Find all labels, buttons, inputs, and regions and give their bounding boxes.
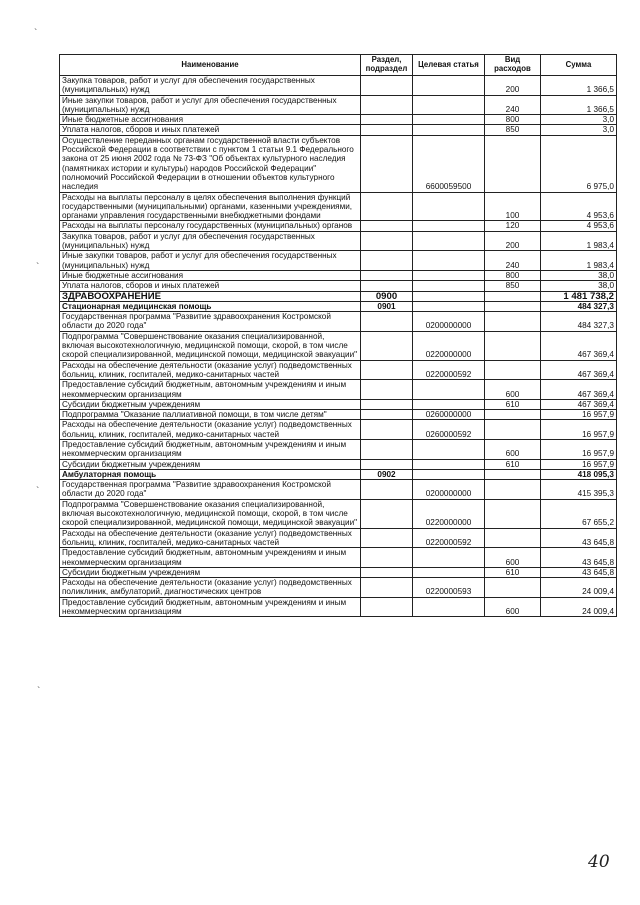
cell-sum: 4 953,6 [541, 192, 617, 221]
cell-target: 0260000000 [413, 410, 485, 420]
cell-name: Закупка товаров, работ и услуг для обеспечения государственных (муниципальных) нужд [60, 76, 361, 96]
cell-type: 240 [485, 251, 541, 271]
scan-mark: ` [34, 28, 38, 39]
cell-sum: 6 975,0 [541, 135, 617, 192]
cell-section [361, 410, 413, 420]
cell-sum: 67 655,2 [541, 499, 617, 528]
cell-name: Расходы на обеспечение деятельности (оказание услуг) подведомственных больниц, клиник, госпиталей, медико-санитарных частей [60, 528, 361, 548]
cell-type [485, 312, 541, 332]
cell-section [361, 115, 413, 125]
table-header-row [60, 55, 617, 76]
cell-sum: 467 369,4 [541, 380, 617, 400]
cell-target: 0220000593 [413, 578, 485, 598]
cell-sum: 1 983,4 [541, 251, 617, 271]
cell-name: Подпрограмма "Совершенствование оказания специализированной, включая высокотехнологичную, медицинской помощи, скорой, в том числе скорой специализированной, медицинской помощи, медицинской эвакуации" [60, 331, 361, 360]
cell-type [485, 410, 541, 420]
cell-sum: 43 645,8 [541, 528, 617, 548]
table-row [60, 221, 617, 231]
table-row [60, 410, 617, 420]
table-row [60, 480, 617, 500]
cell-name: Уплата налогов, сборов и иных платежей [60, 281, 361, 291]
cell-section [361, 459, 413, 469]
cell-name: Осуществление переданных органам государственной власти субъектов Российской Федерации в соответствии с пунктом 1 статьи 9.1 Федерального закона от 25 июня 2002 года № 73-ФЗ "Об объектах культурного наследия (памятниках истории и культуры) народов Российской Федерации" полномочий Российской Федерации в отношении объектов культурного наследия [60, 135, 361, 192]
cell-target [413, 597, 485, 617]
cell-target: 0200000000 [413, 480, 485, 500]
cell-type [485, 499, 541, 528]
cell-type [485, 135, 541, 192]
table-row [60, 331, 617, 360]
cell-target [413, 439, 485, 459]
table-row [60, 312, 617, 332]
cell-section [361, 567, 413, 577]
cell-sum: 24 009,4 [541, 578, 617, 598]
cell-name: Предоставление субсидий бюджетным, автономным учреждениям и иным некоммерческим организациям [60, 597, 361, 617]
cell-section [361, 499, 413, 528]
cell-type: 100 [485, 192, 541, 221]
cell-sum: 43 645,8 [541, 567, 617, 577]
cell-section: 0901 [361, 301, 413, 311]
cell-target: 0220000592 [413, 360, 485, 380]
cell-section [361, 480, 413, 500]
cell-section [361, 125, 413, 135]
table-row [60, 360, 617, 380]
cell-target [413, 281, 485, 291]
cell-name: Субсидии бюджетным учреждениям [60, 399, 361, 409]
table-row [60, 420, 617, 440]
cell-sum: 467 369,4 [541, 331, 617, 360]
table-body [60, 76, 617, 617]
cell-section [361, 312, 413, 332]
cell-sum: 16 957,9 [541, 439, 617, 459]
cell-sum: 3,0 [541, 115, 617, 125]
cell-type [485, 480, 541, 500]
cell-name: Государственная программа "Развитие здравоохранения Костромской области до 2020 года" [60, 312, 361, 332]
table-row [60, 115, 617, 125]
cell-sum: 24 009,4 [541, 597, 617, 617]
table-row [60, 528, 617, 548]
cell-type: 120 [485, 221, 541, 231]
cell-type: 240 [485, 95, 541, 115]
cell-name: Амбулаторная помощь [60, 469, 361, 479]
cell-sum: 16 957,9 [541, 420, 617, 440]
cell-name: Иные закупки товаров, работ и услуг для обеспечения государственных (муниципальных) нужд [60, 251, 361, 271]
cell-type: 600 [485, 597, 541, 617]
table-row [60, 192, 617, 221]
cell-target: 0220000000 [413, 331, 485, 360]
cell-sum: 418 095,3 [541, 469, 617, 479]
cell-section [361, 578, 413, 598]
cell-type [485, 331, 541, 360]
cell-type [485, 420, 541, 440]
cell-type: 800 [485, 270, 541, 280]
cell-type: 610 [485, 399, 541, 409]
cell-name: Субсидии бюджетным учреждениям [60, 567, 361, 577]
cell-target: 6600059500 [413, 135, 485, 192]
cell-name: ЗДРАВООХРАНЕНИЕ [60, 291, 361, 301]
cell-sum: 484 327,3 [541, 301, 617, 311]
cell-section [361, 221, 413, 231]
cell-section [361, 597, 413, 617]
cell-sum: 467 369,4 [541, 399, 617, 409]
cell-sum: 415 395,3 [541, 480, 617, 500]
cell-sum: 16 957,9 [541, 410, 617, 420]
cell-target [413, 231, 485, 251]
cell-name: Иные закупки товаров, работ и услуг для обеспечения государственных (муниципальных) нужд [60, 95, 361, 115]
cell-sum: 16 957,9 [541, 459, 617, 469]
cell-target [413, 95, 485, 115]
cell-section: 0902 [361, 469, 413, 479]
cell-name: Подпрограмма "Совершенствование оказания специализированной, включая высокотехнологичную, медицинской помощи, скорой, в том числе скорой специализированной, медицинской помощи, медицинской эвакуации" [60, 499, 361, 528]
table-row [60, 231, 617, 251]
cell-type: 600 [485, 548, 541, 568]
cell-target [413, 76, 485, 96]
cell-section [361, 399, 413, 409]
table-row [60, 548, 617, 568]
page-number: 40 [588, 852, 610, 872]
table-row [60, 380, 617, 400]
cell-section [361, 420, 413, 440]
cell-name: Подпрограмма "Оказание паллиативной помощи, в том числе детям" [60, 410, 361, 420]
budget-table [59, 54, 617, 617]
table-row [60, 567, 617, 577]
cell-sum: 43 645,8 [541, 548, 617, 568]
cell-section [361, 231, 413, 251]
cell-target [413, 125, 485, 135]
cell-target [413, 251, 485, 271]
column-header-section: Раздел, подраздел [361, 55, 413, 76]
cell-type: 850 [485, 281, 541, 291]
cell-target [413, 469, 485, 479]
cell-type: 610 [485, 567, 541, 577]
column-header-sum: Сумма [541, 55, 617, 76]
table-row [60, 499, 617, 528]
cell-type: 200 [485, 231, 541, 251]
cell-name: Стационарная медицинская помощь [60, 301, 361, 311]
cell-sum: 4 953,6 [541, 221, 617, 231]
table-row [60, 578, 617, 598]
table-row [60, 251, 617, 271]
cell-target [413, 221, 485, 231]
cell-sum: 38,0 [541, 270, 617, 280]
cell-section [361, 270, 413, 280]
cell-name: Субсидии бюджетным учреждениям [60, 459, 361, 469]
cell-type: 800 [485, 115, 541, 125]
column-header-name: Наименование [60, 55, 361, 76]
table-row [60, 135, 617, 192]
table-row [60, 399, 617, 409]
cell-name: Иные бюджетные ассигнования [60, 115, 361, 125]
cell-type: 600 [485, 380, 541, 400]
cell-type: 850 [485, 125, 541, 135]
cell-target: 0220000000 [413, 499, 485, 528]
cell-name: Расходы на выплаты персоналу в целях обеспечения выполнения функций государственными (муниципальными) органами, казенными учреждениями, органами управления государственными внебюджетными фондами [60, 192, 361, 221]
cell-name: Государственная программа "Развитие здравоохранения Костромской области до 2020 года" [60, 480, 361, 500]
table-row [60, 270, 617, 280]
cell-sum: 1 366,5 [541, 76, 617, 96]
cell-type: 600 [485, 439, 541, 459]
cell-type: 610 [485, 459, 541, 469]
cell-section [361, 95, 413, 115]
cell-type: 200 [485, 76, 541, 96]
cell-name: Предоставление субсидий бюджетным, автономным учреждениям и иным некоммерческим организациям [60, 380, 361, 400]
cell-section [361, 192, 413, 221]
cell-target: 0260000592 [413, 420, 485, 440]
cell-type [485, 291, 541, 301]
cell-section [361, 281, 413, 291]
table-row [60, 125, 617, 135]
table-row [60, 459, 617, 469]
cell-section [361, 548, 413, 568]
cell-target [413, 380, 485, 400]
cell-type [485, 528, 541, 548]
cell-section [361, 251, 413, 271]
cell-section: 0900 [361, 291, 413, 301]
cell-name: Предоставление субсидий бюджетным, автономным учреждениям и иным некоммерческим организациям [60, 439, 361, 459]
cell-sum: 1 481 738,2 [541, 291, 617, 301]
cell-sum: 1 983,4 [541, 231, 617, 251]
cell-target: 0220000592 [413, 528, 485, 548]
cell-name: Расходы на обеспечение деятельности (оказание услуг) подведомственных больниц, клиник, госпиталей, медико-санитарных частей [60, 420, 361, 440]
cell-target [413, 399, 485, 409]
cell-type [485, 301, 541, 311]
scan-mark: ` [36, 262, 40, 273]
cell-type [485, 360, 541, 380]
table-row [60, 597, 617, 617]
cell-target: 0200000000 [413, 312, 485, 332]
cell-section [361, 439, 413, 459]
cell-section [361, 331, 413, 360]
cell-section [361, 528, 413, 548]
cell-section [361, 135, 413, 192]
cell-sum: 38,0 [541, 281, 617, 291]
cell-name: Закупка товаров, работ и услуг для обеспечения государственных (муниципальных) нужд [60, 231, 361, 251]
table-row [60, 291, 617, 301]
cell-sum: 467 369,4 [541, 360, 617, 380]
cell-target [413, 459, 485, 469]
cell-sum: 3,0 [541, 125, 617, 135]
cell-name: Уплата налогов, сборов и иных платежей [60, 125, 361, 135]
cell-target [413, 291, 485, 301]
cell-name: Расходы на обеспечение деятельности (оказание услуг) подведомственных больниц, клиник, госпиталей, медико-санитарных частей [60, 360, 361, 380]
cell-target [413, 301, 485, 311]
table-row [60, 301, 617, 311]
scan-mark: ` [37, 686, 41, 697]
column-header-type: Вид расходов [485, 55, 541, 76]
table-row [60, 95, 617, 115]
cell-target [413, 567, 485, 577]
cell-name: Предоставление субсидий бюджетным, автономным учреждениям и иным некоммерческим организациям [60, 548, 361, 568]
scan-mark: ` [36, 486, 40, 497]
cell-sum: 484 327,3 [541, 312, 617, 332]
cell-sum: 1 366,5 [541, 95, 617, 115]
table-row [60, 469, 617, 479]
cell-section [361, 380, 413, 400]
column-header-target: Целевая статья [413, 55, 485, 76]
cell-name: Расходы на выплаты персоналу государственных (муниципальных) органов [60, 221, 361, 231]
table-row [60, 439, 617, 459]
cell-name: Иные бюджетные ассигнования [60, 270, 361, 280]
table-row [60, 281, 617, 291]
cell-target [413, 270, 485, 280]
cell-name: Расходы на обеспечение деятельности (оказание услуг) подведомственных поликлиник, амбулаторий, диагностических центров [60, 578, 361, 598]
table-row [60, 76, 617, 96]
cell-target [413, 115, 485, 125]
cell-section [361, 360, 413, 380]
cell-type [485, 469, 541, 479]
cell-target [413, 548, 485, 568]
cell-type [485, 578, 541, 598]
cell-section [361, 76, 413, 96]
cell-target [413, 192, 485, 221]
